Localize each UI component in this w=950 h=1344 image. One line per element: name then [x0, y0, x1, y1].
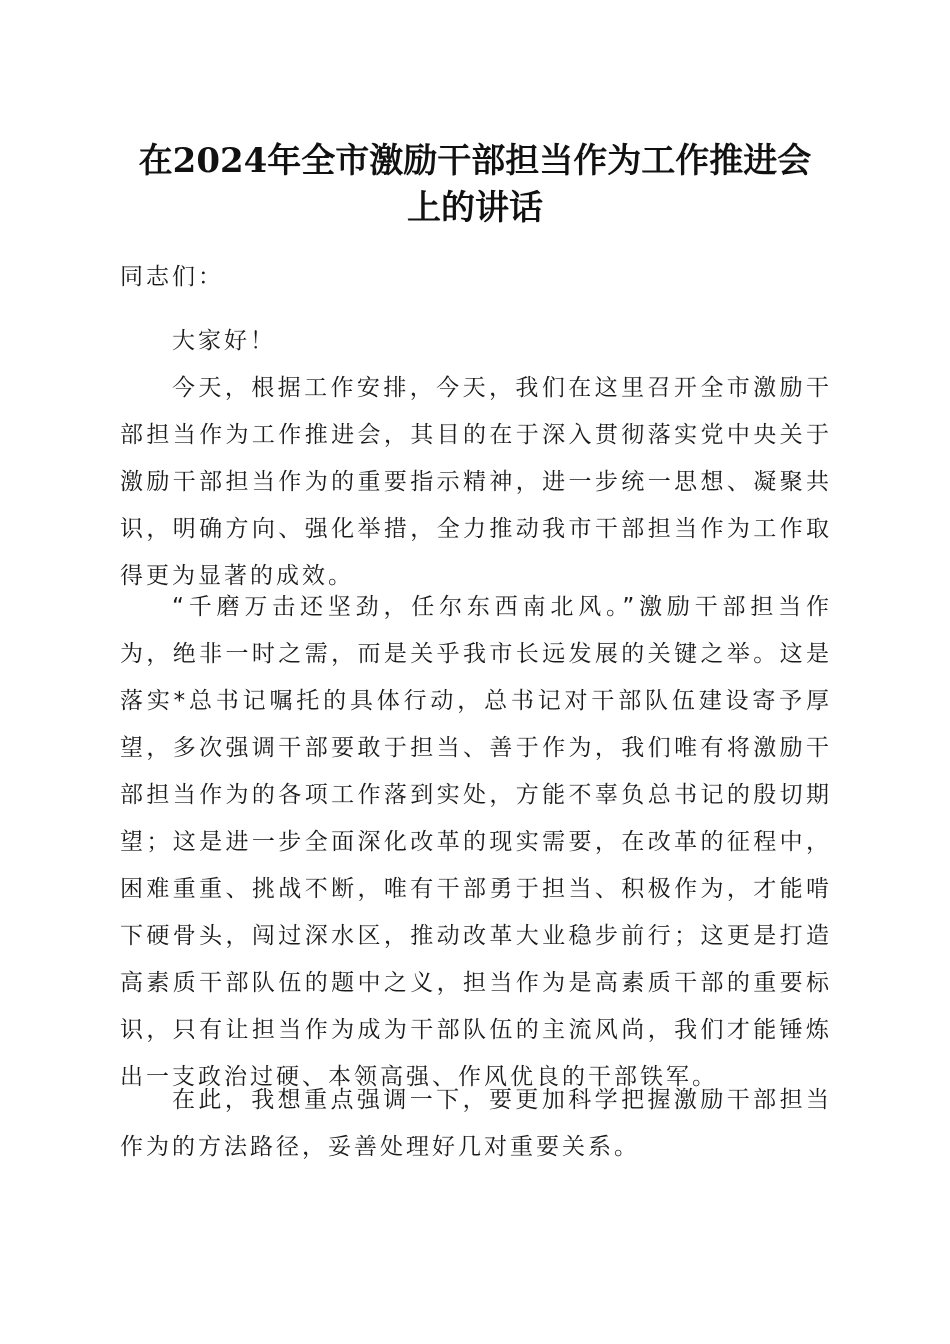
greeting-text: 大家好！ [172, 328, 276, 354]
paragraph-text: “千磨万击还坚劲，任尔东西南北风。”激励干部担当作为，绝非一时之需，而是关乎我市长远发展的关键之举。这是落实*总书记嘱托的具体行动，总书记对干部队伍建设寄予厚望，多次强调干部要敢于担当、善于作为，我们唯有将激励干部担当作为的各项工作落到实处，方能不辜负总书记的殷切期望；这是进一步全面深化改革的现实需要，在改革的征程中，困难重重、挑战不断，唯有干部勇于担当、积极作为，才能啃下硬骨头，闯过深水区，推动改革大业稳步前行；这更是打造高素质干部队伍的题中之义，担当作为是高素质干部的重要标识，只有让担当作为成为干部队伍的主流风尚，我们才能锤炼出一支政治过硬、本领高强、作风优良的干部铁军。 [120, 594, 832, 1090]
body-paragraph-2 [120, 584, 832, 1101]
paragraph-text: 今天，根据工作安排，今天，我们在这里召开全市激励干部担当作为工作推进会，其目的在于深入贯彻落实党中央关于激励干部担当作为的重要指示精神，进一步统一思想、凝聚共识，明确方向、强化举措，全力推动我市干部担当作为工作取得更为显著的成效。 [120, 375, 832, 589]
document-title-line-1: 在2024年全市激励干部担当作为工作推进会 [138, 141, 812, 181]
salutation: 同志们： [120, 264, 224, 290]
paragraph-text: 在此，我想重点强调一下，要更加科学把握激励干部担当作为的方法路径，妥善处理好几对重要关系。 [120, 1087, 832, 1160]
body-paragraph-3 [120, 1077, 832, 1171]
greeting-paragraph [120, 318, 832, 365]
body-paragraph-1 [120, 365, 832, 600]
document-title-line-2: 上的讲话 [407, 188, 543, 228]
